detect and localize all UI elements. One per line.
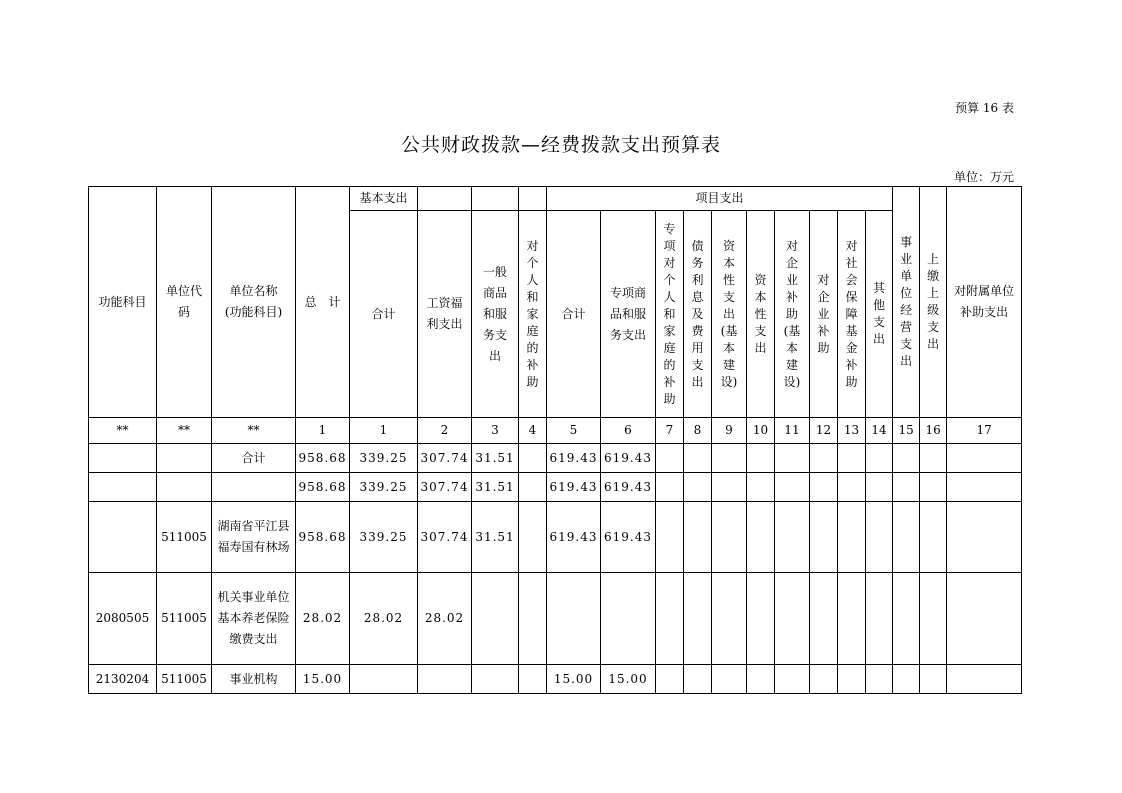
amount-cell xyxy=(418,665,472,694)
index-cell: 4 xyxy=(519,418,547,444)
amount-cell xyxy=(712,573,747,665)
table-row xyxy=(89,444,1022,473)
amount-cell xyxy=(947,573,1022,665)
amount-cell xyxy=(920,473,947,502)
amount-cell xyxy=(838,665,866,694)
amount-cell xyxy=(947,444,1022,473)
index-cell: 8 xyxy=(684,418,712,444)
header-project-other: 其 他 支 出 xyxy=(866,211,893,418)
unit-name-cell: 机关事业单位基本养老保险缴费支出 xyxy=(212,573,296,665)
amount-cell: 958.68 xyxy=(296,473,350,502)
index-cell: 9 xyxy=(712,418,747,444)
index-cell: ** xyxy=(157,418,212,444)
code-cell xyxy=(157,473,212,502)
index-row xyxy=(89,418,1022,444)
amount-cell xyxy=(656,665,684,694)
amount-cell xyxy=(712,444,747,473)
amount-cell: 307.74 xyxy=(418,502,472,573)
amount-cell xyxy=(747,573,775,665)
amount-cell: 28.02 xyxy=(350,573,418,665)
amount-cell xyxy=(947,473,1022,502)
amount-cell xyxy=(810,573,838,665)
amount-cell xyxy=(947,665,1022,694)
budget-table xyxy=(88,186,1022,694)
amount-cell: 15.00 xyxy=(547,665,601,694)
amount-cell xyxy=(893,502,920,573)
amount-cell: 28.02 xyxy=(418,573,472,665)
header-unit-code: 单位代 码 xyxy=(157,187,212,418)
amount-cell xyxy=(838,473,866,502)
amount-cell xyxy=(656,502,684,573)
amount-cell xyxy=(519,502,547,573)
amount-cell xyxy=(893,573,920,665)
amount-cell: 31.51 xyxy=(472,502,519,573)
amount-cell xyxy=(350,665,418,694)
index-cell: 1 xyxy=(296,418,350,444)
amount-cell xyxy=(920,665,947,694)
amount-cell xyxy=(519,665,547,694)
amount-cell xyxy=(747,502,775,573)
code-cell: 2130204 xyxy=(89,665,157,694)
amount-cell: 307.74 xyxy=(418,473,472,502)
amount-cell xyxy=(838,502,866,573)
amount-cell xyxy=(893,444,920,473)
header-project-group: 项目支出 xyxy=(547,187,893,211)
amount-cell xyxy=(547,573,601,665)
amount-cell xyxy=(684,473,712,502)
index-cell: 17 xyxy=(947,418,1022,444)
amount-cell xyxy=(920,502,947,573)
header-basic-salary: 工资福 利支出 xyxy=(418,211,472,418)
amount-cell: 958.68 xyxy=(296,444,350,473)
amount-cell: 619.43 xyxy=(547,444,601,473)
amount-cell: 15.00 xyxy=(296,665,350,694)
amount-cell xyxy=(519,444,547,473)
code-cell xyxy=(157,444,212,473)
amount-cell xyxy=(519,473,547,502)
header-project-debt: 债 务 利 息 及 费 用 支 出 xyxy=(684,211,712,418)
amount-cell: 28.02 xyxy=(296,573,350,665)
amount-cell xyxy=(920,573,947,665)
amount-cell xyxy=(747,473,775,502)
code-cell xyxy=(89,473,157,502)
amount-cell xyxy=(810,502,838,573)
amount-cell xyxy=(775,665,810,694)
amount-cell xyxy=(684,502,712,573)
amount-cell xyxy=(712,502,747,573)
amount-cell xyxy=(601,573,656,665)
amount-cell xyxy=(712,665,747,694)
header-unit-name: 单位名称 (功能科目) xyxy=(212,187,296,418)
unit-name-cell: 湖南省平江县福寿国有林场 xyxy=(212,502,296,573)
header-upper-payment: 上 缴 上 级 支 出 xyxy=(920,187,947,418)
amount-cell: 619.43 xyxy=(601,473,656,502)
header-project-capital: 资 本 性 支 出 xyxy=(747,211,775,418)
amount-cell: 31.51 xyxy=(472,444,519,473)
index-cell: 12 xyxy=(810,418,838,444)
amount-cell xyxy=(838,573,866,665)
header-basic-subsidy: 对 个 人 和 家 庭 的 补 助 xyxy=(519,211,547,418)
amount-cell: 339.25 xyxy=(350,473,418,502)
amount-cell: 619.43 xyxy=(547,502,601,573)
amount-cell: 15.00 xyxy=(601,665,656,694)
amount-cell xyxy=(656,573,684,665)
amount-cell xyxy=(775,444,810,473)
header-project-goods: 专项商 品和服 务支出 xyxy=(601,211,656,418)
page-title: 公共财政拨款—经费拨款支出预算表 xyxy=(400,134,721,156)
header-project-enterprise: 对 企 业 补 助 xyxy=(810,211,838,418)
index-cell: 5 xyxy=(547,418,601,444)
index-cell: 2 xyxy=(418,418,472,444)
header-project-capital-construction: 资 本 性 支 出 (基 本 建 设) xyxy=(712,211,747,418)
header-affiliate-subsidy: 对附属单位 补助支出 xyxy=(947,187,1022,418)
header-business-expense: 事 业 单 位 经 营 支 出 xyxy=(893,187,920,418)
header-blank xyxy=(472,187,519,211)
code-cell xyxy=(89,502,157,573)
amount-cell xyxy=(775,473,810,502)
amount-cell xyxy=(656,444,684,473)
table-row xyxy=(89,665,1022,694)
amount-cell: 958.68 xyxy=(296,502,350,573)
unit-name-cell xyxy=(212,473,296,502)
header-basic-goods: 一般 商品 和服 务支 出 xyxy=(472,211,519,418)
amount-cell xyxy=(712,473,747,502)
code-cell: 511005 xyxy=(157,502,212,573)
index-cell: 14 xyxy=(866,418,893,444)
amount-cell xyxy=(866,665,893,694)
index-cell: 11 xyxy=(775,418,810,444)
amount-cell xyxy=(810,665,838,694)
header-function-subject: 功能科目 xyxy=(89,187,157,418)
amount-cell: 619.43 xyxy=(601,444,656,473)
amount-cell xyxy=(684,573,712,665)
amount-cell xyxy=(656,473,684,502)
unit-name-cell: 合计 xyxy=(212,444,296,473)
index-cell: 10 xyxy=(747,418,775,444)
header-project-subsidy: 专 项 对 个 人 和 家 庭 的 补 助 xyxy=(656,211,684,418)
amount-cell xyxy=(866,502,893,573)
code-cell: 511005 xyxy=(157,665,212,694)
table-row xyxy=(89,502,1022,573)
amount-cell xyxy=(810,473,838,502)
index-cell: ** xyxy=(212,418,296,444)
unit-label: 单位：万元 xyxy=(953,170,1014,184)
amount-cell: 31.51 xyxy=(472,473,519,502)
amount-cell xyxy=(775,502,810,573)
amount-cell xyxy=(893,473,920,502)
amount-cell xyxy=(684,665,712,694)
header-project-total: 合计 xyxy=(547,211,601,418)
amount-cell: 619.43 xyxy=(601,502,656,573)
amount-cell xyxy=(947,502,1022,573)
amount-cell xyxy=(866,573,893,665)
amount-cell xyxy=(866,473,893,502)
header-basic-total: 合计 xyxy=(350,211,418,418)
header-basic-group: 基本支出 xyxy=(350,187,418,211)
code-cell: 511005 xyxy=(157,573,212,665)
amount-cell xyxy=(747,665,775,694)
header-total: 总 计 xyxy=(296,187,350,418)
amount-cell xyxy=(684,444,712,473)
index-cell: 1 xyxy=(350,418,418,444)
amount-cell xyxy=(893,665,920,694)
index-cell: ** xyxy=(89,418,157,444)
amount-cell: 619.43 xyxy=(547,473,601,502)
amount-cell xyxy=(747,444,775,473)
amount-cell xyxy=(920,444,947,473)
amount-cell xyxy=(775,573,810,665)
amount-cell: 307.74 xyxy=(418,444,472,473)
header-project-enterprise-construction: 对 企 业 补 助 (基 本 建 设) xyxy=(775,211,810,418)
amount-cell xyxy=(810,444,838,473)
index-cell: 13 xyxy=(838,418,866,444)
index-cell: 3 xyxy=(472,418,519,444)
code-cell: 2080505 xyxy=(89,573,157,665)
amount-cell xyxy=(838,444,866,473)
header-blank xyxy=(519,187,547,211)
document-number: 预算 16 表 xyxy=(955,101,1014,115)
header-project-social-security: 对 社 会 保 障 基 金 补 助 xyxy=(838,211,866,418)
index-cell: 15 xyxy=(893,418,920,444)
index-cell: 6 xyxy=(601,418,656,444)
table-row xyxy=(89,573,1022,665)
amount-cell: 339.25 xyxy=(350,444,418,473)
amount-cell xyxy=(472,573,519,665)
table-row xyxy=(89,473,1022,502)
unit-name-cell: 事业机构 xyxy=(212,665,296,694)
amount-cell xyxy=(866,444,893,473)
amount-cell: 339.25 xyxy=(350,502,418,573)
amount-cell xyxy=(519,573,547,665)
index-cell: 16 xyxy=(920,418,947,444)
amount-cell xyxy=(472,665,519,694)
header-blank xyxy=(418,187,472,211)
index-cell: 7 xyxy=(656,418,684,444)
code-cell xyxy=(89,444,157,473)
